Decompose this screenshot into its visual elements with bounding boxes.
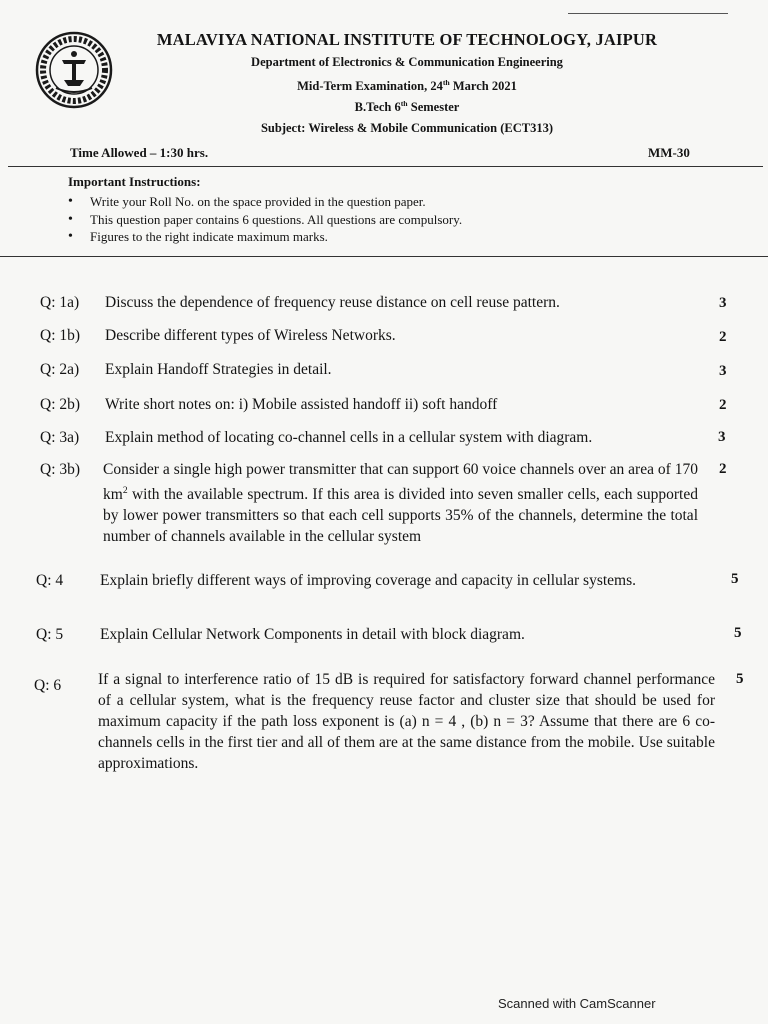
max-marks: MM-30 bbox=[648, 145, 690, 160]
question-label: Q: 5 bbox=[36, 626, 64, 643]
question-label: Q: 3a) bbox=[40, 429, 80, 446]
exam-title bbox=[112, 78, 702, 94]
exam-title-sup: th bbox=[442, 78, 450, 87]
semester-sup: th bbox=[400, 99, 408, 108]
question-text-part: with the available spectrum. If this area is divided into seven smaller cells, each supported by lower power transmitters so that each cell supports 35% of the channels, determine the total number of channels available in the cellular system bbox=[103, 486, 698, 546]
semester-prefix: B.Tech 6 bbox=[354, 100, 401, 115]
question-text: If a signal to interference ratio of 15 dB is required for satisfactory forward channel performance of a cellular system, what is the frequency reuse factor and cluster size that should be used for maximum capacity if the path loss exponent is (a) n = 4 , (b) n = 3? Assume that there are 6 co-channels cells in the first tier and all of them are at the same distance from the mobile. Use suitable approximations. bbox=[98, 671, 715, 772]
question-marks: 2 bbox=[719, 329, 727, 345]
question-marks: 2 bbox=[719, 397, 727, 413]
instruction-item: • Figures to the right indicate maximum marks. bbox=[60, 228, 580, 246]
question-marks: 5 bbox=[731, 571, 739, 587]
question-marks: 5 bbox=[734, 625, 742, 641]
exam-title-prefix: Mid-Term Examination, 24 bbox=[297, 79, 443, 94]
instruction-item: • Write your Roll No. on the space provided in the question paper. bbox=[60, 193, 580, 211]
instruction-item: • This question paper contains 6 questions. All questions are compulsory. bbox=[60, 211, 580, 229]
question-text bbox=[103, 459, 698, 547]
question-text: Explain briefly different ways of improving coverage and capacity in cellular systems. bbox=[100, 572, 637, 589]
question-text: Describe different types of Wireless Networks. bbox=[105, 327, 396, 344]
institute-name: MALAVIYA NATIONAL INSTITUTE OF TECHNOLOGY, JAIPUR bbox=[156, 30, 658, 49]
top-edge-line bbox=[568, 13, 728, 14]
question-marks: 2 bbox=[719, 461, 727, 477]
question-label: Q: 6 bbox=[34, 677, 62, 694]
question-label: Q: 2a) bbox=[40, 361, 80, 378]
instructions-divider bbox=[0, 256, 768, 257]
instructions-list bbox=[60, 193, 580, 246]
exam-title-suffix: March 2021 bbox=[449, 79, 517, 94]
scanner-watermark: Scanned with CamScanner bbox=[498, 996, 656, 1011]
question-text: Explain method of locating co-channel cells in a cellular system with diagram. bbox=[105, 429, 593, 446]
question-marks: 3 bbox=[718, 429, 726, 445]
semester-suffix: Semester bbox=[407, 100, 460, 115]
question-label: Q: 1a) bbox=[40, 294, 80, 311]
question-text: Write short notes on: i) Mobile assisted handoff ii) soft handoff bbox=[105, 396, 498, 413]
institute-logo-icon bbox=[34, 30, 114, 110]
department-name: Department of Electronics & Communication Engineering bbox=[251, 55, 563, 69]
header-divider bbox=[8, 166, 763, 167]
question-marks: 3 bbox=[719, 363, 727, 379]
question-label: Q: 4 bbox=[36, 572, 64, 589]
time-allowed: Time Allowed – 1:30 hrs. bbox=[70, 145, 209, 160]
question-label: Q: 1b) bbox=[40, 327, 81, 344]
question-text: Discuss the dependence of frequency reuse distance on cell reuse pattern. bbox=[105, 294, 560, 311]
question-marks: 5 bbox=[736, 671, 744, 687]
question-text: Explain Handoff Strategies in detail. bbox=[105, 361, 332, 378]
subject-line: Subject: Wireless & Mobile Communication (ECT313) bbox=[260, 121, 553, 135]
question-label: Q: 3b) bbox=[40, 461, 81, 478]
question-text: Explain Cellular Network Components in detail with block diagram. bbox=[100, 626, 525, 643]
question-label: Q: 2b) bbox=[40, 396, 81, 413]
question-marks: 3 bbox=[719, 295, 727, 311]
question-text-sup: 2 bbox=[122, 485, 128, 496]
question-text-part: Consider a single high power transmitter that can support 60 voice channels over an area of 170 km bbox=[103, 461, 698, 504]
semester-line bbox=[112, 99, 702, 115]
instructions-title: Important Instructions: bbox=[68, 174, 201, 189]
